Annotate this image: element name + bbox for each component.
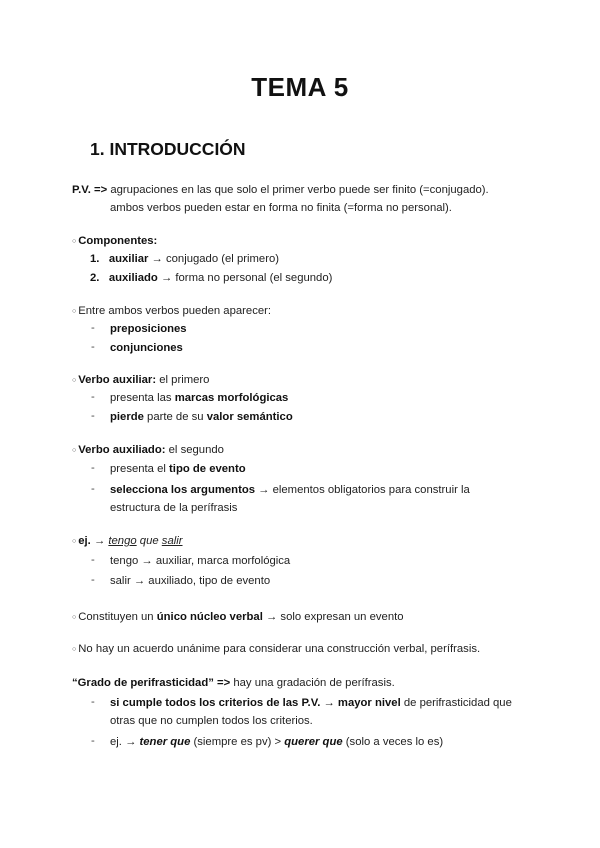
example-word: tengo	[108, 535, 137, 547]
arrow-icon: →	[151, 253, 163, 265]
item-text: elementos obligatorios para construir la	[272, 484, 470, 496]
example-heading	[72, 534, 183, 549]
componentes-heading	[72, 234, 157, 249]
componentes-label: Componentes:	[78, 235, 158, 247]
arrow-icon: →	[265, 611, 278, 623]
page-title: TEMA 5	[251, 72, 349, 102]
arrow-icon: →	[258, 484, 270, 496]
list-item-continued: otras que no cumplen todos los criterios.	[110, 715, 313, 727]
list-item	[90, 252, 279, 266]
bullet-icon: ○	[72, 614, 77, 621]
pv-label: P.V. =>	[72, 184, 108, 196]
item-text: ej.	[110, 736, 122, 748]
dash-icon: -	[91, 341, 95, 353]
dash-icon: -	[91, 410, 95, 422]
list-item	[110, 735, 443, 749]
example-label: ej.	[78, 535, 91, 547]
entre-text: Entre ambos verbos pueden aparecer:	[78, 305, 272, 317]
item-number: 1.	[90, 253, 100, 265]
constituyen-term: único núcleo verbal	[156, 611, 263, 623]
constituyen-text: Constituyen un	[78, 611, 154, 623]
dash-icon: -	[91, 462, 95, 474]
auxiliado-label: Verbo auxiliado:	[78, 444, 166, 456]
item-term: tipo de evento	[169, 463, 246, 475]
auxiliar-heading	[72, 373, 209, 388]
item-term: marcas morfológicas	[174, 392, 289, 404]
auxiliar-text: el primero	[159, 374, 210, 386]
arrow-icon: →	[141, 555, 153, 567]
arrow-icon: →	[93, 535, 106, 547]
bullet-icon: ○	[72, 238, 77, 245]
item-term: pierde	[110, 411, 144, 423]
grado-text: hay una gradación de perífrasis.	[233, 677, 395, 689]
list-item	[110, 696, 512, 710]
item-text: de perifrasticidad que	[403, 697, 512, 709]
dash-icon: -	[91, 554, 95, 566]
pv-text-continued: ambos verbos pueden estar en forma no finita (=forma no personal).	[110, 202, 452, 214]
item-term: auxiliado	[108, 272, 158, 284]
list-item	[110, 483, 470, 497]
item-term: valor semántico	[206, 411, 293, 423]
grado-heading	[72, 676, 395, 690]
bullet-icon: ○	[72, 538, 77, 545]
item-term: mayor nivel	[337, 697, 401, 709]
dash-icon: -	[91, 696, 95, 708]
item-term: auxiliar	[108, 253, 149, 265]
item-text: auxiliado, tipo de evento	[148, 575, 271, 587]
list-item	[110, 574, 270, 588]
item-text: conjugado (el primero)	[165, 253, 280, 265]
item-term: salir	[110, 575, 131, 587]
auxiliado-heading	[72, 443, 224, 458]
item-term: selecciona los argumentos	[110, 484, 256, 496]
dash-icon: -	[91, 574, 95, 586]
dash-icon: -	[91, 391, 95, 403]
item-text: (solo a veces lo es)	[345, 736, 444, 748]
dash-icon: -	[91, 483, 95, 495]
section-heading: 1. INTRODUCCIÓN	[90, 139, 246, 159]
acuerdo-text: No hay un acuerdo unánime para considerar una construcción verbal, perífrasis.	[78, 643, 481, 655]
dash-icon: -	[91, 322, 95, 334]
list-item: preposiciones	[110, 323, 187, 335]
bullet-icon: ○	[72, 308, 77, 315]
list-item: conjunciones	[110, 342, 183, 354]
grado-label: “Grado de perifrasticidad” =>	[72, 677, 231, 689]
acuerdo-line	[72, 642, 480, 657]
auxiliar-label: Verbo auxiliar:	[78, 374, 157, 386]
item-text: presenta las	[110, 392, 172, 404]
item-text: forma no personal (el segundo)	[175, 272, 333, 284]
bullet-icon: ○	[72, 447, 77, 454]
dash-icon: -	[91, 735, 95, 747]
item-text: (siempre es pv) >	[193, 736, 282, 748]
example-word: que	[139, 535, 159, 547]
bullet-icon: ○	[72, 646, 77, 653]
arrow-icon: →	[160, 272, 173, 284]
pv-text: agrupaciones en las que solo el primer verbo puede ser finito (=conjugado).	[110, 184, 489, 196]
item-text: parte de su	[147, 411, 204, 423]
list-item	[110, 554, 290, 568]
item-term: si cumple todos los criterios de las P.V.	[110, 697, 321, 709]
constituyen-rest: solo expresan un evento	[280, 611, 404, 623]
bullet-icon: ○	[72, 377, 77, 384]
item-text: presenta el	[110, 463, 166, 475]
item-number: 2.	[90, 272, 100, 284]
arrow-icon: →	[125, 736, 137, 748]
entre-heading	[72, 304, 271, 319]
list-item	[110, 391, 288, 405]
example-word: salir	[161, 535, 183, 547]
arrow-icon: →	[133, 575, 146, 587]
list-item	[110, 410, 293, 424]
item-text: auxiliar, marca morfológica	[155, 555, 291, 567]
item-term: tengo	[110, 555, 139, 567]
list-item	[90, 271, 332, 285]
auxiliado-text: el segundo	[168, 444, 224, 456]
constituyen-line	[72, 610, 404, 625]
item-term: tener que	[139, 736, 191, 748]
item-term: querer que	[284, 736, 343, 748]
arrow-icon: →	[323, 697, 335, 709]
list-item	[110, 462, 246, 476]
list-item-continued: estructura de la perífrasis	[110, 502, 238, 514]
pv-definition	[72, 183, 489, 197]
